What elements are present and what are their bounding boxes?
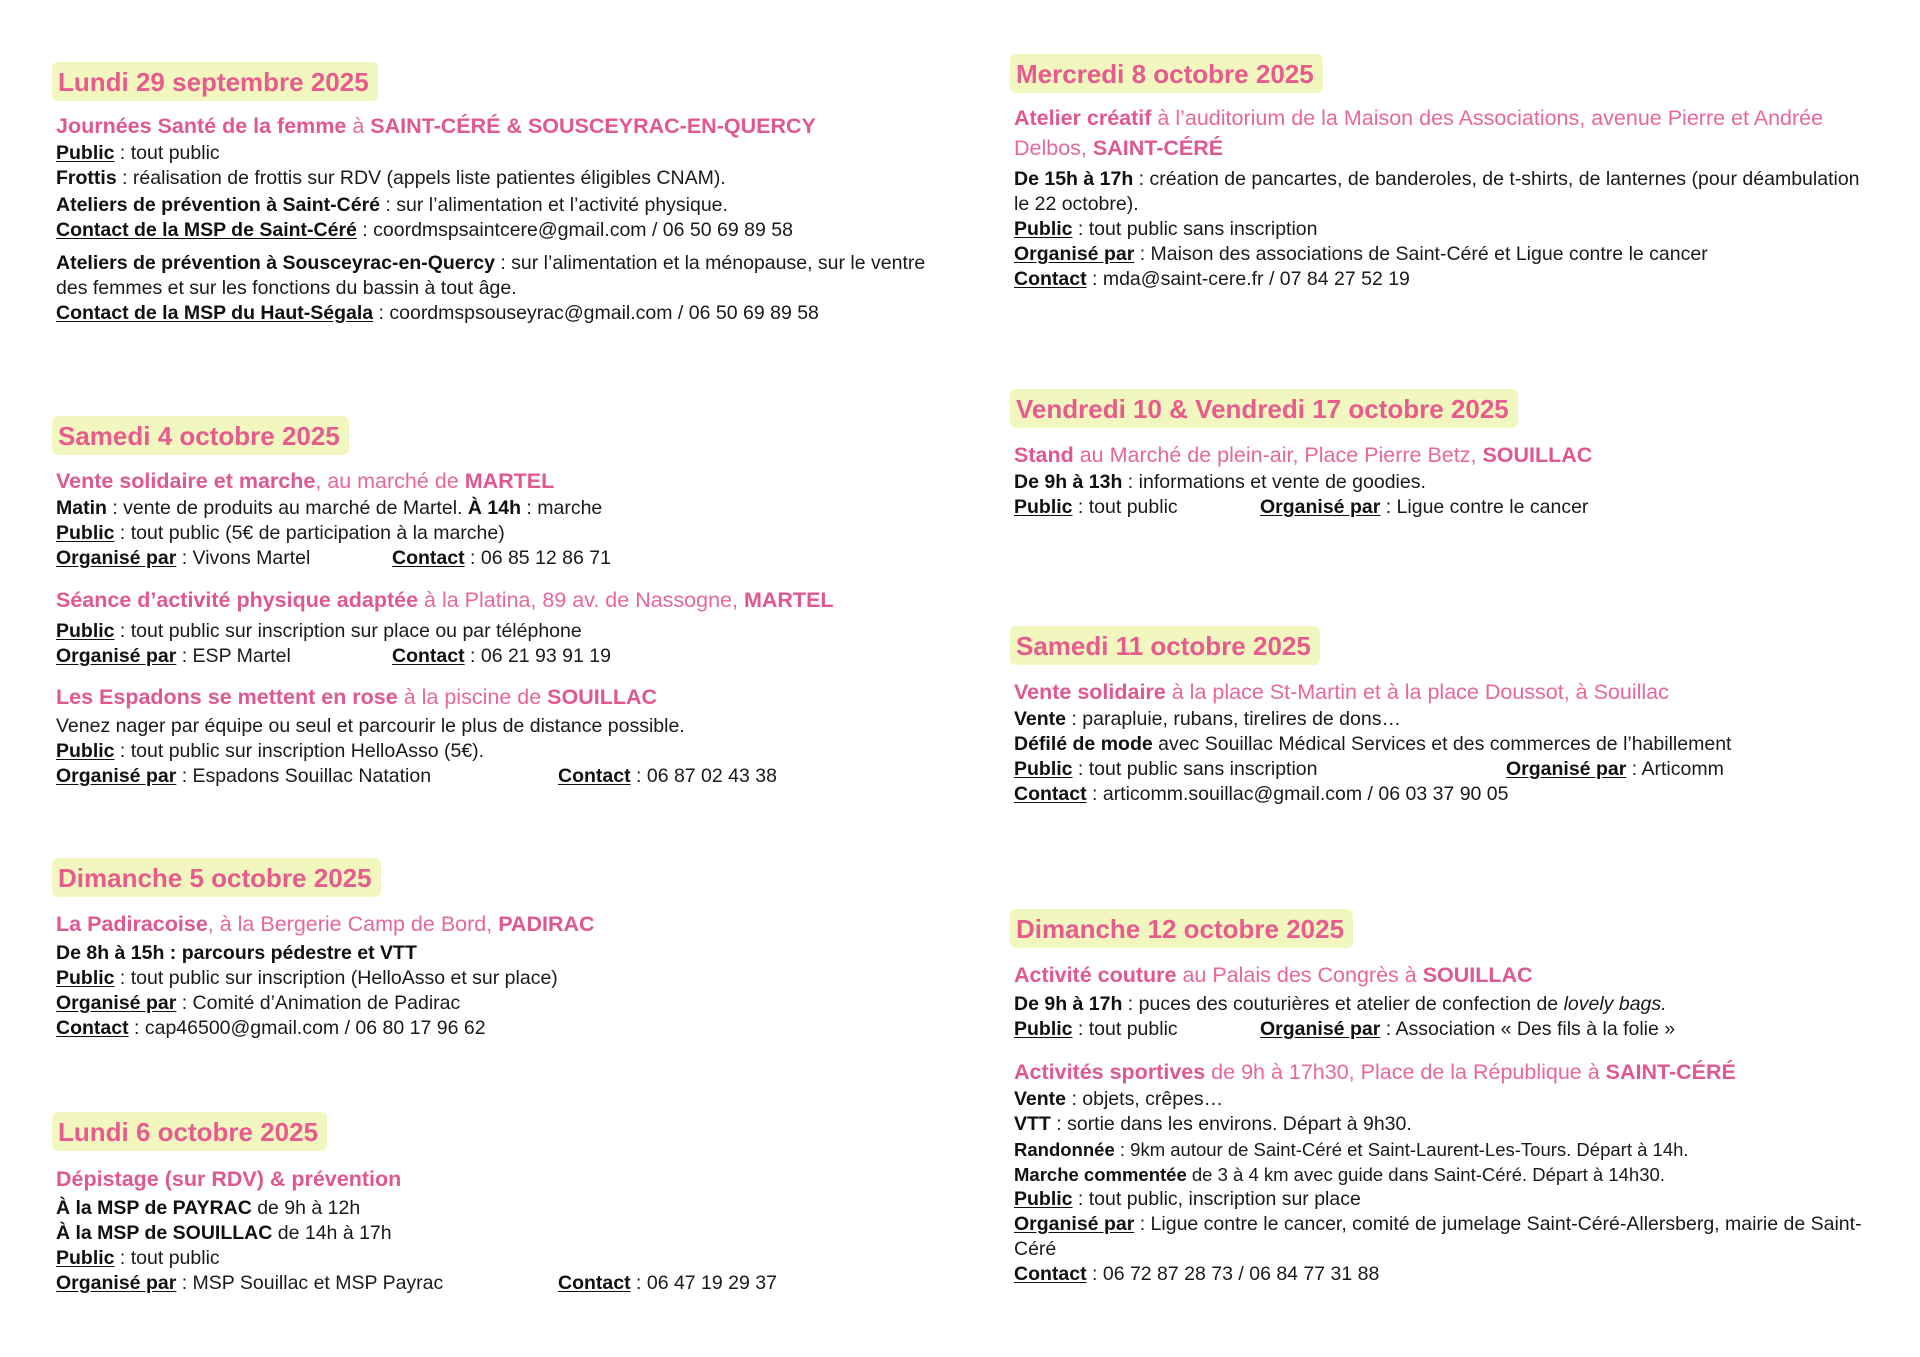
info-line [1014, 217, 1890, 242]
event-title-bold: Les Espadons se mettent en rose [56, 685, 398, 709]
info-label: Ateliers de prévention à Saint-Céré [56, 194, 381, 216]
info-text: : coordmspsouseyrac@gmail.com / 06 50 69 89 58 [373, 302, 819, 324]
event-title-rest: à l’auditorium de la Maison des Associations, avenue Pierre et Andrée Delbos, [1014, 106, 1824, 160]
info-label: Contact [392, 547, 465, 569]
info-line [56, 644, 952, 669]
event-atelier-creatif [1014, 103, 1890, 292]
info-text: : 06 72 87 28 73 / 06 84 77 31 88 [1086, 1263, 1380, 1285]
info-line [56, 193, 952, 218]
info-line [56, 546, 952, 571]
info-label: Public [56, 1247, 115, 1269]
info-line [56, 218, 952, 243]
info-text: : vente de produits au marché de Martel. [106, 497, 468, 519]
event-title [56, 466, 952, 496]
info-line [1014, 1162, 1890, 1187]
info-line [56, 764, 952, 789]
info-label: Organisé par [1014, 1213, 1135, 1235]
info-line [1014, 732, 1890, 757]
info-text: : sortie dans les environs. Départ à 9h30. [1050, 1113, 1412, 1135]
info-line [56, 301, 952, 326]
info-label: Public [56, 522, 115, 544]
info-text: lovely bags. [1563, 993, 1667, 1015]
info-text: de 9h à 12h [251, 1197, 361, 1219]
event-title-place: PADIRAC [498, 912, 595, 936]
event-title-place: MARTEL [743, 588, 834, 612]
info-line [1014, 1212, 1874, 1262]
info-text: : tout public [1072, 1018, 1178, 1040]
event-activite-physique-adaptee [56, 585, 952, 669]
info-line [1014, 242, 1890, 267]
info-text: : sur l’alimentation et l’activité physique. [380, 194, 728, 216]
info-text: : tout public sur inscription HelloAsso (5€). [114, 740, 485, 762]
event-title-place: SAINT-CÉRÉ [1092, 136, 1224, 160]
event-title-rest: à [346, 114, 371, 138]
event-activite-couture [1014, 960, 1890, 1042]
event-title-rest: au Marché de plein-air, Place Pierre Betz, [1073, 443, 1483, 467]
info-text: : sur l’alimentation et la ménopause, sur le ventre des femmes et sur les fonctions du bassin à tout âge. [56, 252, 926, 299]
event-title-bold: Activité couture [1014, 963, 1177, 987]
day-heading: Samedi 4 octobre 2025 [52, 416, 349, 455]
info-label: Contact [392, 645, 465, 667]
info-label: Organisé par [1260, 1018, 1381, 1040]
info-line [1014, 1187, 1890, 1212]
info-label: Contact de la MSP du Haut-Ségala [56, 302, 374, 324]
event-title-place: SAINT-CÉRÉ & SOUSCEYRAC-EN-QUERCY [370, 114, 816, 138]
event-title [56, 909, 952, 939]
info-label: Organisé par [56, 765, 177, 787]
info-line [56, 966, 952, 991]
info-text: : tout public sur inscription (HelloAsso et sur place) [114, 967, 558, 989]
info-label: Marche commentée [1014, 1164, 1187, 1185]
info-label: Contact de la MSP de Saint-Céré [56, 219, 357, 241]
event-title-bold: Journées Santé de la femme [56, 114, 347, 138]
info-text: : réalisation de frottis sur RDV (appels liste patientes éligibles CNAM). [116, 167, 726, 189]
info-line [1014, 1137, 1890, 1162]
info-label: Public [1014, 496, 1073, 518]
info-text: : objets, crêpes… [1066, 1088, 1224, 1110]
info-label: Public [56, 740, 115, 762]
info-label: Contact [1014, 268, 1087, 290]
info-label: Public [56, 967, 115, 989]
event-title [56, 682, 952, 712]
event-title-bold: Atelier créatif [1014, 106, 1152, 130]
info-text: : MSP Souillac et MSP Payrac [176, 1272, 444, 1294]
event-title-bold: Dépistage (sur RDV) & prévention [56, 1167, 402, 1191]
day-heading: Lundi 6 octobre 2025 [52, 1112, 327, 1151]
info-label: Public [56, 142, 115, 164]
info-text: : Espadons Souillac Natation [176, 765, 432, 787]
info-text: : Maison des associations de Saint-Céré et Ligue contre le cancer [1134, 243, 1708, 265]
event-title [56, 585, 952, 615]
event-title [1014, 677, 1890, 707]
info-line [56, 141, 952, 166]
info-label: À la MSP de PAYRAC [56, 1197, 252, 1219]
info-label: À la MSP de SOUILLAC [56, 1222, 273, 1244]
event-title [56, 111, 952, 141]
event-depistage [56, 1164, 952, 1296]
event-title-rest: à la piscine de [397, 685, 548, 709]
info-label: Vente [1014, 708, 1067, 730]
info-line [1014, 1087, 1890, 1112]
event-title-bold: Stand [1014, 443, 1074, 467]
info-label: Contact [1014, 783, 1087, 805]
event-title [56, 1164, 952, 1194]
info-text: : tout public sur inscription sur place ou par téléphone [114, 620, 582, 642]
info-text: : 06 21 93 91 19 [464, 645, 611, 667]
info-text: de 14h à 17h [272, 1222, 392, 1244]
info-text: : puces des couturières et atelier de confection de [1122, 993, 1564, 1015]
info-text: : Comité d’Animation de Padirac [176, 992, 461, 1014]
info-line [56, 739, 952, 764]
info-text: : ESP Martel [176, 645, 291, 667]
info-label: Organisé par [1260, 496, 1381, 518]
info-text: : tout public sans inscription [1072, 218, 1318, 240]
day-heading: Mercredi 8 octobre 2025 [1010, 54, 1323, 93]
info-text: : tout public [114, 1247, 220, 1269]
event-title [1014, 103, 1874, 163]
info-label: Défilé de mode [1014, 733, 1153, 755]
info-text: de 3 à 4 km avec guide dans Saint-Céré. Départ à 14h30. [1186, 1164, 1665, 1185]
event-vente-solidaire-souillac [1014, 677, 1890, 807]
info-text: : Ligue contre le cancer, comité de jumelage Saint-Céré-Allersberg, mairie de Saint-Céré [1014, 1213, 1862, 1260]
event-title-bold: Vente solidaire et marche [56, 469, 316, 493]
info-label: De 9h à 17h [1014, 993, 1123, 1015]
info-text: : cap46500@gmail.com / 06 80 17 96 62 [128, 1017, 486, 1039]
event-title-bold: Activités sportives [1014, 1060, 1206, 1084]
info-label: VTT [1014, 1113, 1051, 1135]
info-line: Venez nager par équipe ou seul et parcourir le plus de distance possible. [56, 715, 685, 737]
info-line [56, 991, 952, 1016]
info-text: : articomm.souillac@gmail.com / 06 03 37 90 05 [1086, 783, 1509, 805]
info-text: : tout public [1072, 496, 1178, 518]
info-line [56, 1221, 952, 1246]
info-line [1014, 1262, 1890, 1287]
info-label: Organisé par [56, 547, 177, 569]
event-title-place: MARTEL [464, 469, 555, 493]
event-title-rest: au Palais des Congrès à [1176, 963, 1423, 987]
event-title-place: SOUILLAC [1422, 963, 1533, 987]
event-stand [1014, 440, 1890, 520]
info-line [1014, 1112, 1890, 1137]
info-label: Contact [558, 1272, 631, 1294]
info-line [56, 619, 952, 644]
event-activites-sportives [1014, 1057, 1890, 1287]
info-label: De 9h à 13h [1014, 471, 1123, 493]
info-line [56, 521, 952, 546]
info-text: : parapluie, rubans, tirelires de dons… [1066, 708, 1401, 730]
info-line [1014, 470, 1890, 495]
info-label: Public [1014, 1188, 1073, 1210]
info-line [56, 1271, 952, 1296]
info-line: De 8h à 15h : parcours pédestre et VTT [56, 942, 417, 964]
info-label: Contact [558, 765, 631, 787]
info-label: Vente [1014, 1088, 1067, 1110]
event-title [1014, 440, 1890, 470]
info-line [1014, 757, 1890, 782]
info-text: : informations et vente de goodies. [1122, 471, 1426, 493]
day-heading: Vendredi 10 & Vendredi 17 octobre 2025 [1010, 389, 1518, 428]
event-vente-solidaire-marche [56, 466, 952, 571]
day-heading: Dimanche 5 octobre 2025 [52, 858, 381, 897]
event-title-rest: , au marché de [315, 469, 465, 493]
day-heading: Dimanche 12 octobre 2025 [1010, 909, 1353, 948]
day-heading: Lundi 29 septembre 2025 [52, 62, 378, 101]
info-label: Organisé par [1014, 243, 1135, 265]
event-title [1014, 960, 1890, 990]
event-title-rest: , à la Bergerie Camp de Bord, [207, 912, 499, 936]
info-text: : 9km autour de Saint-Céré et Saint-Laurent-Les-Tours. Départ à 14h. [1114, 1139, 1689, 1160]
event-title-bold: La Padiracoise [56, 912, 208, 936]
info-label: Organisé par [56, 992, 177, 1014]
event-title-rest: à la Platina, 89 av. de Nassogne, [418, 588, 744, 612]
info-label: Matin [56, 497, 107, 519]
info-line [1014, 167, 1874, 217]
info-line [1014, 707, 1890, 732]
event-title [1014, 1057, 1890, 1087]
info-text: : 06 47 19 29 37 [630, 1272, 777, 1294]
info-label: Randonnée [1014, 1139, 1115, 1160]
info-line [56, 166, 952, 191]
day-heading: Samedi 11 octobre 2025 [1010, 626, 1320, 665]
info-line [56, 496, 952, 521]
info-text: : 06 85 12 86 71 [464, 547, 611, 569]
info-text: : Articomm [1626, 758, 1724, 780]
info-text: : tout public (5€ de participation à la marche) [114, 522, 505, 544]
event-title-bold: Vente solidaire [1014, 680, 1166, 704]
info-text: : mda@saint-cere.fr / 07 84 27 52 19 [1086, 268, 1410, 290]
info-label: Public [1014, 218, 1073, 240]
info-text: : création de pancartes, de banderoles, de t-shirts, de lanternes (pour déambulation le 22 octobre). [1014, 168, 1860, 215]
info-line [56, 251, 936, 301]
event-padiracoise [56, 909, 952, 1041]
event-title-place: SOUILLAC [547, 685, 658, 709]
event-title-rest: à la place St-Martin et à la place Doussot, à Souillac [1165, 680, 1669, 704]
event-title-rest: de 9h à 17h30, Place de la République à [1205, 1060, 1606, 1084]
info-label: Public [56, 620, 115, 642]
info-line [1014, 1017, 1890, 1042]
info-label: Contact [1014, 1263, 1087, 1285]
info-line [1014, 495, 1890, 520]
info-text: : coordmspsaintcere@gmail.com / 06 50 69 89 58 [356, 219, 793, 241]
event-title-place: SAINT-CÉRÉ [1605, 1060, 1736, 1084]
info-text: avec Souillac Médical Services et des commerces de l’habillement [1152, 733, 1732, 755]
event-espadons [56, 682, 952, 789]
info-text: : Ligue contre le cancer [1380, 496, 1589, 518]
info-label: Organisé par [56, 645, 177, 667]
info-text: : Association « Des fils à la folie » [1380, 1018, 1676, 1040]
info-label: Public [1014, 1018, 1073, 1040]
info-label: À 14h [467, 497, 521, 519]
info-text: : tout public, inscription sur place [1072, 1188, 1361, 1210]
info-text: : tout public sans inscription [1072, 758, 1318, 780]
info-text: : marche [520, 497, 603, 519]
info-text: : tout public [114, 142, 220, 164]
info-label: Organisé par [56, 1272, 177, 1294]
info-line [56, 1246, 952, 1271]
info-text: : 06 87 02 43 38 [630, 765, 777, 787]
info-label: Frottis [56, 167, 117, 189]
info-line [1014, 782, 1890, 807]
info-line [56, 1016, 952, 1041]
info-line [56, 1196, 952, 1221]
info-label: Ateliers de prévention à Sousceyrac-en-Quercy [56, 252, 495, 274]
info-label: Public [1014, 758, 1073, 780]
info-line [1014, 992, 1890, 1017]
info-label: Organisé par [1506, 758, 1627, 780]
info-label: De 15h à 17h [1014, 168, 1134, 190]
event-journees-sante [56, 111, 952, 326]
info-label: Contact [56, 1017, 129, 1039]
info-text: : Vivons Martel [176, 547, 311, 569]
event-title-bold: Séance d’activité physique adaptée [56, 588, 419, 612]
event-title-place: SOUILLAC [1482, 443, 1593, 467]
info-line [1014, 267, 1890, 292]
